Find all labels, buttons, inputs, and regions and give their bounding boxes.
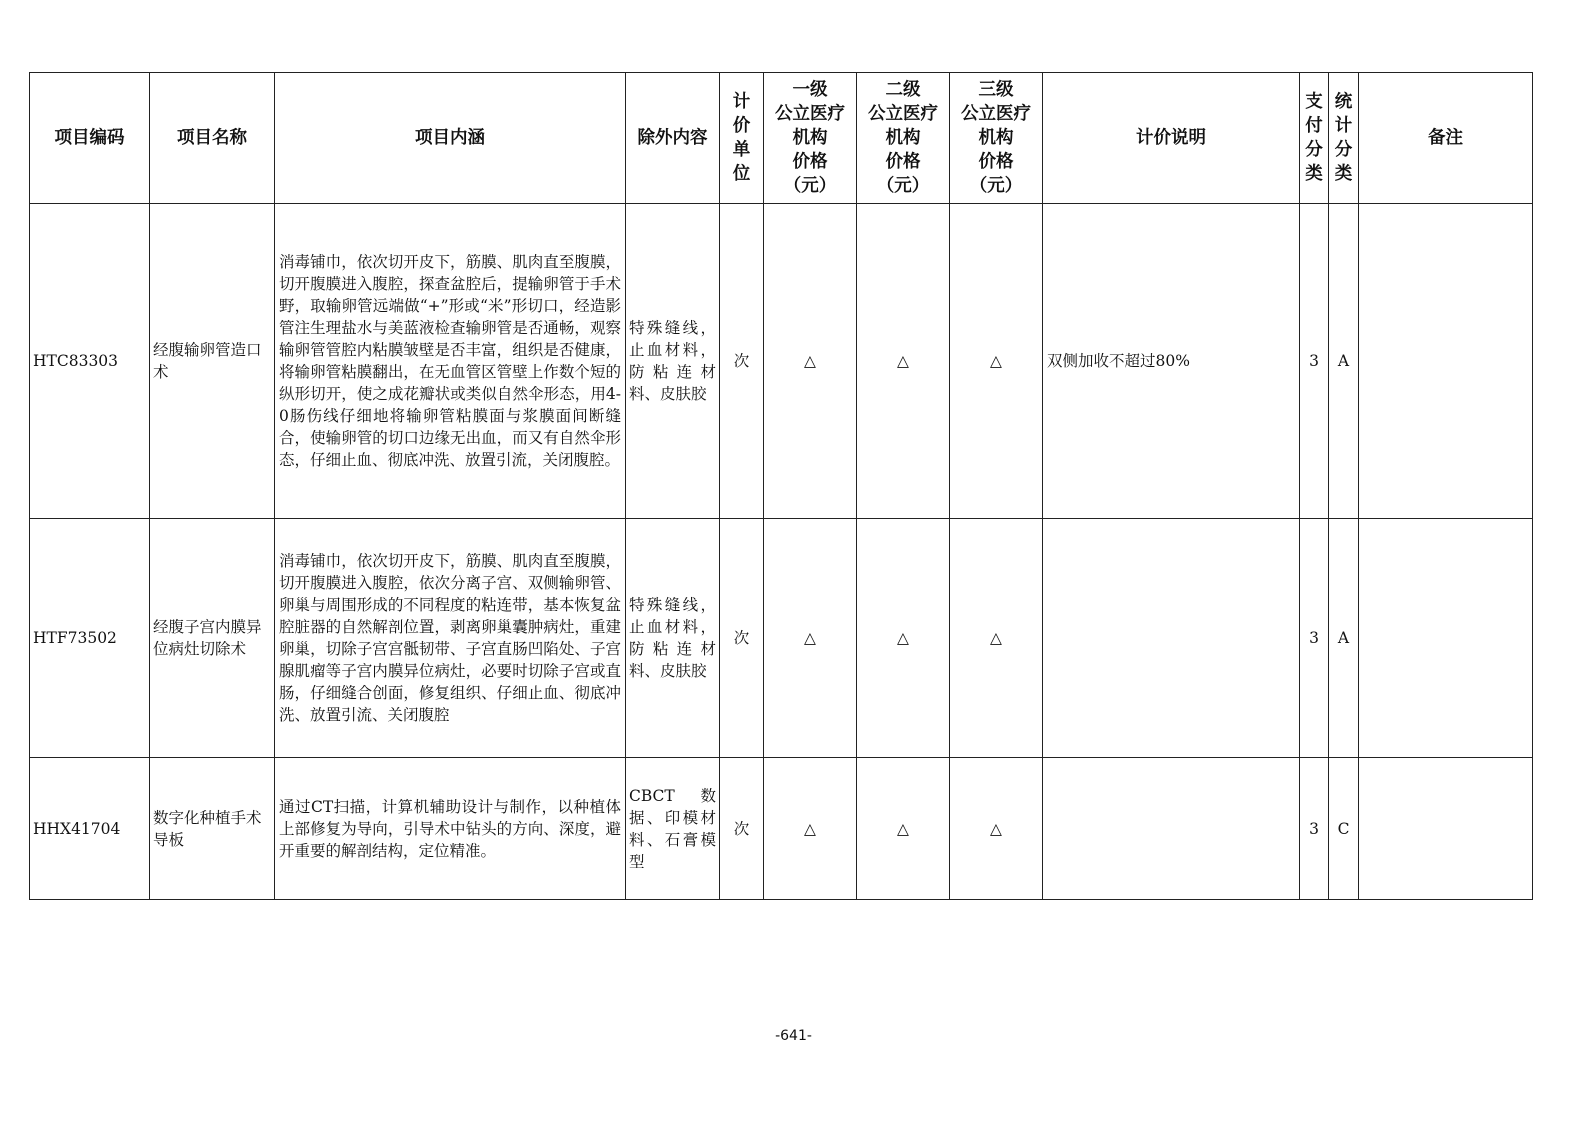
row-price-level3: △	[950, 519, 1043, 758]
row-exclusions: CBCT数据、印模材料、石膏模型	[626, 758, 720, 900]
pricing-table	[29, 72, 1533, 900]
row-payment-class: 3	[1300, 519, 1329, 758]
row-price-level2: △	[857, 204, 950, 519]
table-row	[30, 519, 1533, 758]
row-stat-class: C	[1329, 758, 1359, 900]
row-code: HHX41704	[30, 758, 150, 900]
header-remarks: 备注	[1359, 73, 1533, 204]
row-price-level1: △	[764, 758, 857, 900]
table-row	[30, 758, 1533, 900]
header-unit: 计价单位	[720, 73, 764, 204]
page-number: -641-	[775, 1028, 812, 1044]
row-unit: 次	[720, 519, 764, 758]
row-name: 经腹输卵管造口术	[150, 204, 275, 519]
row-remarks	[1359, 519, 1533, 758]
row-content: 消毒铺巾，依次切开皮下，筋膜、肌肉直至腹膜，切开腹膜进入腹腔，探查盆腔后，提输卵管于手术野，取输卵管远端做“+”形或“米”形切口，经造影管注生理盐水与美蓝液检查输卵管是否通畅，观察输卵管管腔内粘膜皱壁是否丰富，组织是否健康，将输卵管粘膜翻出，在无血管区管壁上作数个短的纵形切开，使之成花瓣状或类似自然伞形态，用4-0肠伤线仔细地将输卵管粘膜面与浆膜面间断缝合，使输卵管的切口边缘无出血，而又有自然伞形态，仔细止血、彻底冲洗、放置引流，关闭腹腔。	[275, 204, 626, 519]
row-name: 经腹子宫内膜异位病灶切除术	[150, 519, 275, 758]
header-exclusions: 除外内容	[626, 73, 720, 204]
table-row	[30, 204, 1533, 519]
row-code: HTC83303	[30, 204, 150, 519]
row-content: 通过CT扫描，计算机辅助设计与制作，以种植体上部修复为导向，引导术中钻头的方向、深度，避开重要的解剖结构，定位精准。	[275, 758, 626, 900]
header-row	[30, 73, 1533, 204]
row-payment-class: 3	[1300, 204, 1329, 519]
header-content: 项目内涵	[275, 73, 626, 204]
header-code: 项目编码	[30, 73, 150, 204]
row-pricing-note: 双侧加收不超过80%	[1043, 204, 1300, 519]
row-name: 数字化种植手术导板	[150, 758, 275, 900]
row-price-level1: △	[764, 519, 857, 758]
row-stat-class: A	[1329, 204, 1359, 519]
row-content: 消毒铺巾，依次切开皮下，筋膜、肌肉直至腹膜，切开腹膜进入腹腔，依次分离子宫、双侧输卵管、卵巢与周围形成的不同程度的粘连带，基本恢复盆腔脏器的自然解剖位置，剥离卵巢囊肿病灶，重建卵巢，切除子宫宫骶韧带、子宫直肠凹陷处、子宫腺肌瘤等子宫内膜异位病灶，必要时切除子宫或直肠，仔细缝合创面，修复组织、仔细止血、彻底冲洗、放置引流、关闭腹腔	[275, 519, 626, 758]
row-price-level3: △	[950, 758, 1043, 900]
row-pricing-note	[1043, 519, 1300, 758]
row-pricing-note	[1043, 758, 1300, 900]
row-exclusions: 特殊缝线，止血材料，防粘连材料、皮肤胶	[626, 519, 720, 758]
row-stat-class: A	[1329, 519, 1359, 758]
header-payment-class: 支付分类	[1300, 73, 1329, 204]
row-price-level3: △	[950, 204, 1043, 519]
header-name: 项目名称	[150, 73, 275, 204]
row-remarks	[1359, 204, 1533, 519]
header-level2-price: 二级 公立医疗 机构 价格 （元）	[857, 73, 950, 204]
row-code: HTF73502	[30, 519, 150, 758]
row-unit: 次	[720, 758, 764, 900]
row-price-level2: △	[857, 519, 950, 758]
header-stat-class: 统计分类	[1329, 73, 1359, 204]
header-pricing-note: 计价说明	[1043, 73, 1300, 204]
row-unit: 次	[720, 204, 764, 519]
row-payment-class: 3	[1300, 758, 1329, 900]
row-remarks	[1359, 758, 1533, 900]
header-level3-price: 三级 公立医疗 机构 价格 （元）	[950, 73, 1043, 204]
row-price-level2: △	[857, 758, 950, 900]
row-price-level1: △	[764, 204, 857, 519]
header-level1-price: 一级 公立医疗 机构 价格 （元）	[764, 73, 857, 204]
row-exclusions: 特殊缝线，止血材料，防粘连材料、皮肤胶	[626, 204, 720, 519]
